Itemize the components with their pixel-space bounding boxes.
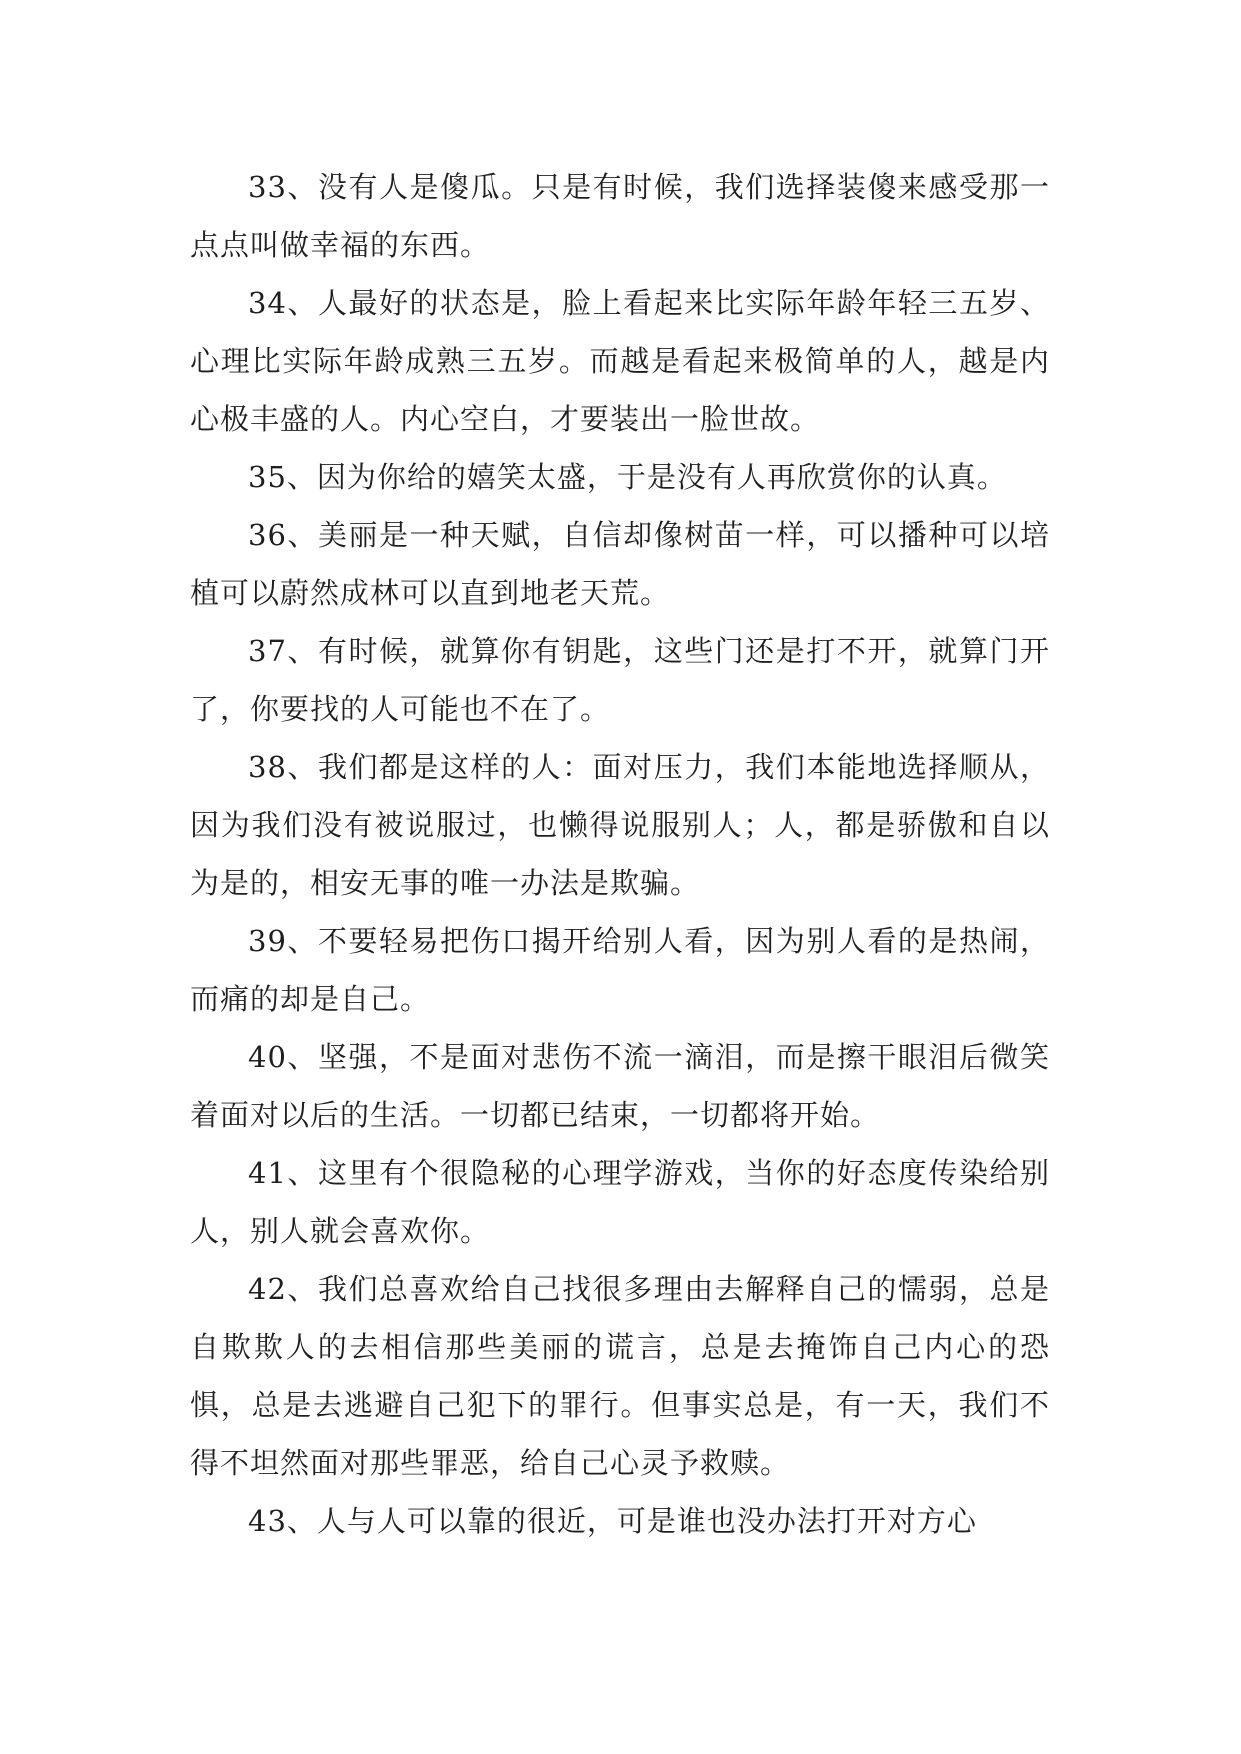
paragraph-39: 39、不要轻易把伤口揭开给别人看，因为别人看的是热闹，而痛的却是自己。 bbox=[190, 924, 1050, 1016]
paragraph-37: 37、有时候，就算你有钥匙，这些门还是打不开，就算门开了，你要找的人可能也不在了。 bbox=[190, 634, 1050, 726]
paragraph-34: 34、人最好的状态是，脸上看起来比实际年龄年轻三五岁、心理比实际年龄成熟三五岁。而越是看起来极简单的人，越是内心极丰盛的人。内心空白，才要装出一脸世故。 bbox=[190, 286, 1050, 436]
paragraph-42: 42、我们总喜欢给自己找很多理由去解释自己的懦弱，总是自欺欺人的去相信那些美丽的谎言，总是去掩饰自己内心的恐惧，总是去逃避自己犯下的罪行。但事实总是，有一天，我们不得不坦然面对那些罪恶，给自己心灵予救赎。 bbox=[190, 1272, 1050, 1480]
paragraph-35: 35、因为你给的嬉笑太盛，于是没有人再欣赏你的认真。 bbox=[248, 460, 1007, 494]
paragraph-36: 36、美丽是一种天赋，自信却像树苗一样，可以播种可以培植可以蔚然成林可以直到地老天荒。 bbox=[190, 518, 1050, 610]
paragraph-33: 33、没有人是傻瓜。只是有时候，我们选择装傻来感受那一点点叫做幸福的东西。 bbox=[190, 170, 1050, 262]
paragraph-38: 38、我们都是这样的人：面对压力，我们本能地选择顺从，因为我们没有被说服过，也懒得说服别人；人，都是骄傲和自以为是的，相安无事的唯一办法是欺骗。 bbox=[190, 750, 1050, 900]
paragraph-40: 40、坚强，不是面对悲伤不流一滴泪，而是擦干眼泪后微笑着面对以后的生活。一切都已结束，一切都将开始。 bbox=[190, 1040, 1050, 1132]
paragraph-43: 43、人与人可以靠的很近，可是谁也没办法打开对方心 bbox=[248, 1504, 977, 1538]
paragraph-41: 41、这里有个很隐秘的心理学游戏，当你的好态度传染给别人，别人就会喜欢你。 bbox=[190, 1156, 1050, 1248]
body-text bbox=[190, 158, 1050, 1550]
